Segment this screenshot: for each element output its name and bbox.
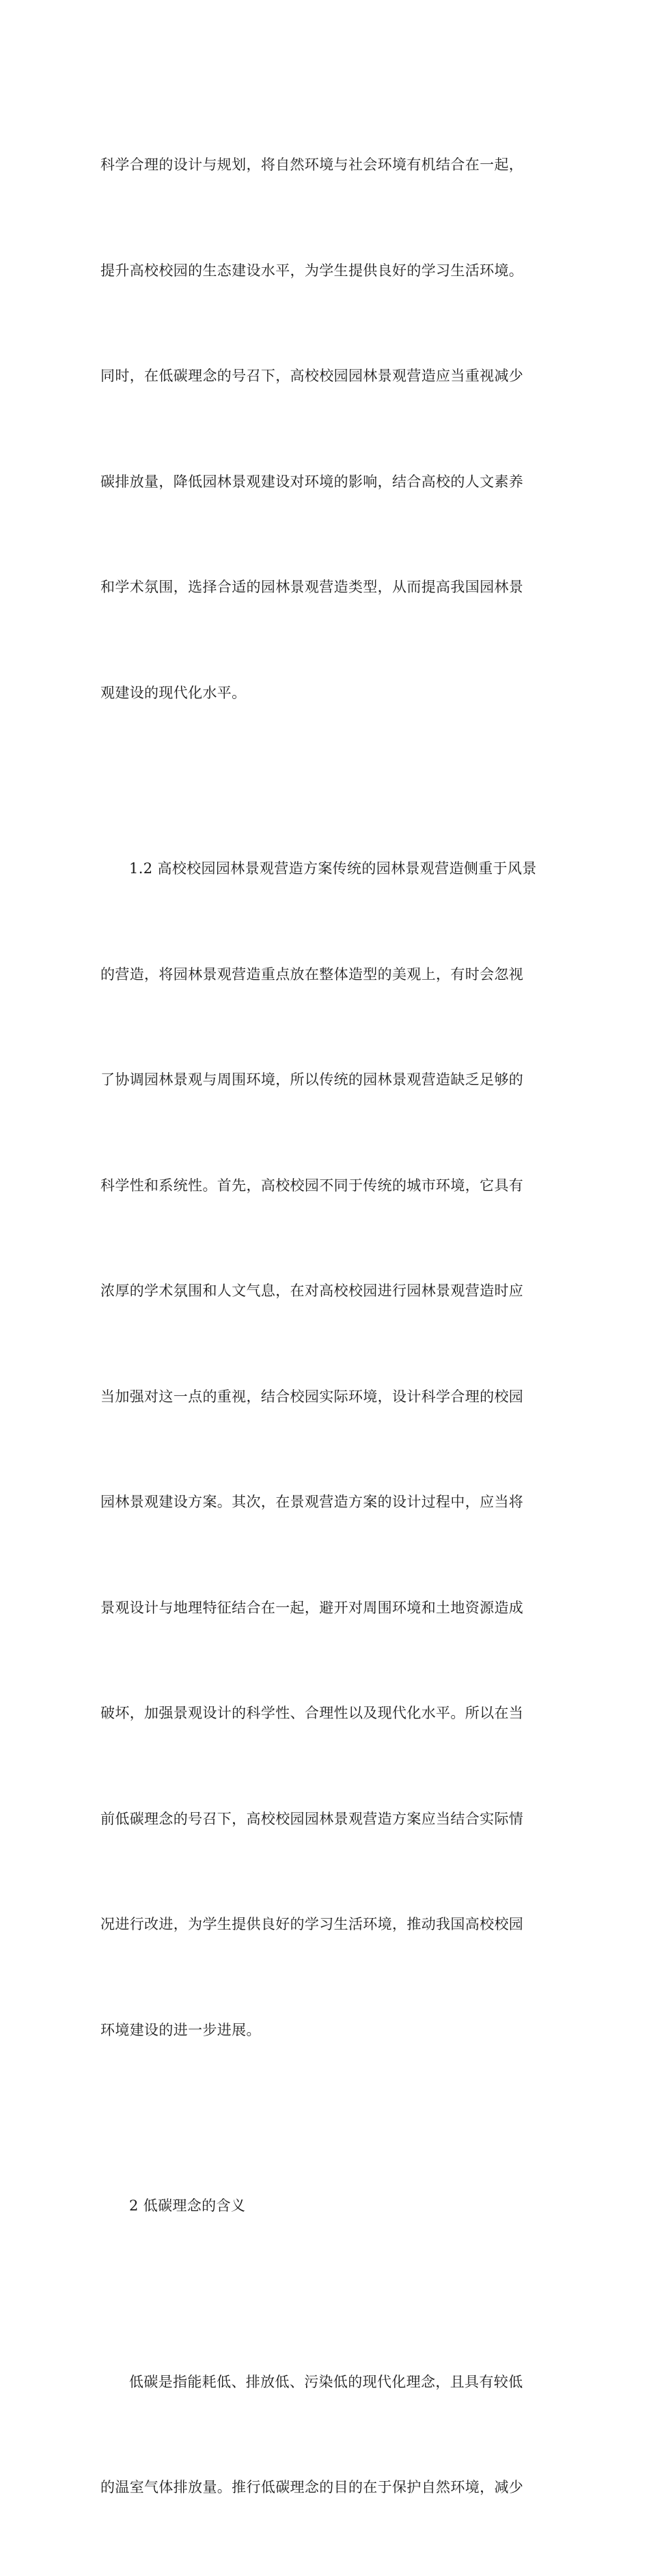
text-line: 环境建设的进一步进展。 <box>100 2021 261 2038</box>
text-line: 科学性和系统性。首先，高校校园不同于传统的城市环境，它具有 <box>100 1177 524 1194</box>
paragraph-section-1-2 <box>100 781 551 2118</box>
paragraph-continuation <box>100 77 551 781</box>
section-heading-2 <box>100 2118 551 2294</box>
text-line: 景观设计与地理特征结合在一起，避开对周围环境和土地资源造成 <box>100 1599 524 1616</box>
text-line: 同时，在低碳理念的号召下，高校校园园林景观营造应当重视减少 <box>100 368 524 384</box>
body-text <box>100 77 551 2576</box>
text-line: 提升高校校园的生态建设水平，为学生提供良好的学习生活环境。 <box>100 262 524 279</box>
text-line: 观建设的现代化水平。 <box>100 684 247 701</box>
text-line: 和学术氛围，选择合适的园林景观营造类型，从而提高我国园林景 <box>100 579 524 595</box>
text-line: 了协调园林景观与周围环境，所以传统的园林景观营造缺乏足够的 <box>100 1071 524 1088</box>
text-line: 的营造，将园林景观营造重点放在整体造型的美观上，有时会忽视 <box>100 965 524 983</box>
text-line: 的温室气体排放量。推行低碳理念的目的在于保护自然环境，减少 <box>100 2479 524 2495</box>
text-line: 碳排放量，降低园林景观建设对环境的影响，结合高校的人文素养 <box>100 473 524 490</box>
text-line: 当加强对这一点的重视，结合校园实际环境，设计科学合理的校园 <box>100 1388 524 1405</box>
text-line: 科学合理的设计与规划，将自然环境与社会环境有机结合在一起， <box>100 156 524 173</box>
heading-text: 2 低碳理念的含义 <box>129 2197 246 2214</box>
text-line: 破坏，加强景观设计的科学性、合理性以及现代化水平。所以在当 <box>100 1705 524 1721</box>
text-line: 前低碳理念的号召下，高校校园园林景观营造方案应当结合实际情 <box>100 1810 524 1827</box>
paragraph-low-carbon-definition <box>100 2294 551 2576</box>
text-line: 浓厚的学术氛围和人文气息，在对高校校园进行园林景观营造时应 <box>100 1283 524 1299</box>
text-line: 园林景观建设方案。其次，在景观营造方案的设计过程中，应当将 <box>100 1494 524 1510</box>
text-line: 1.2 高校校园园林景观营造方案传统的园林景观营造侧重于风景 <box>129 860 537 877</box>
text-line: 低碳是指能耗低、排放低、污染低的现代化理念，且具有较低 <box>129 2373 523 2390</box>
text-line: 况进行改进，为学生提供良好的学习生活环境，推动我国高校校园 <box>100 1916 524 1932</box>
